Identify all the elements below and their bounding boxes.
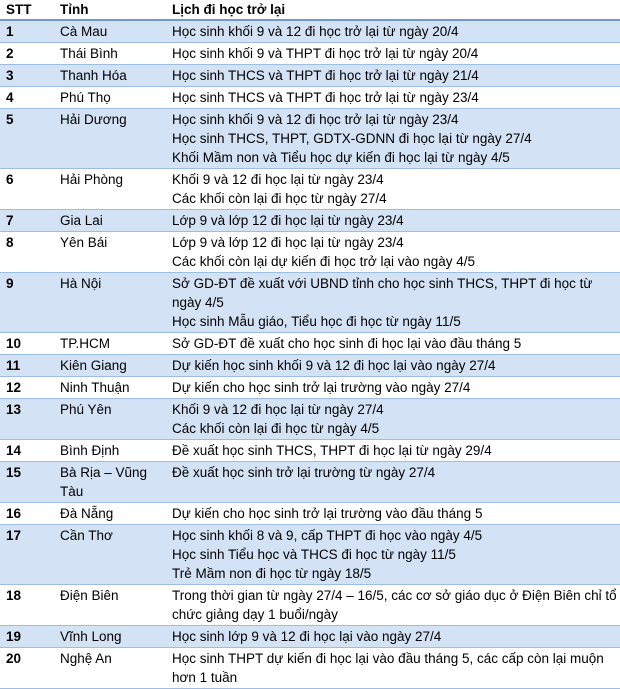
row-schedule xyxy=(166,109,620,169)
row-province: Phú Thọ xyxy=(54,87,166,109)
schedule-line: Học sinh Mẫu giáo, Tiểu học đi học từ ngày 11/5 xyxy=(172,314,461,329)
row-stt: 16 xyxy=(0,503,54,525)
schedule-line: Lớp 9 và lớp 12 đi học lại từ ngày 23/4 xyxy=(172,213,404,228)
row-province: Thanh Hóa xyxy=(54,65,166,87)
table-row xyxy=(0,232,620,273)
row-schedule xyxy=(166,626,620,648)
row-province: Bà Rịa – Vũng Tàu xyxy=(54,462,166,503)
table-row xyxy=(0,648,620,689)
row-stt: 17 xyxy=(0,525,54,585)
schedule-line: Đề xuất học sinh trở lại trường từ ngày 27/4 xyxy=(172,465,436,480)
table-row xyxy=(0,399,620,440)
row-schedule xyxy=(166,232,620,273)
schedule-line: Sở GD-ĐT đề xuất với UBND tỉnh cho học sinh THCS, THPT đi học từ ngày 4/5 xyxy=(172,276,593,310)
schedule-line: Học sinh THCS và THPT đi học trở lại từ ngày 21/4 xyxy=(172,68,479,83)
row-province: Cần Thơ xyxy=(54,525,166,585)
row-schedule xyxy=(166,20,620,43)
row-province: TP.HCM xyxy=(54,333,166,355)
table-row xyxy=(0,169,620,210)
row-stt: 1 xyxy=(0,20,54,43)
table-row xyxy=(0,65,620,87)
schedule-line: Trong thời gian từ ngày 27/4 – 16/5, các cơ sở giáo dục ở Điện Biên chỉ tổ chức giảng dạy 1 buổi/ngày xyxy=(172,588,617,622)
row-province: Hải Dương xyxy=(54,109,166,169)
row-province: Vĩnh Long xyxy=(54,626,166,648)
header-province: Tỉnh xyxy=(54,0,166,20)
row-stt: 14 xyxy=(0,440,54,462)
table-row xyxy=(0,355,620,377)
schedule-line: Các khối còn lại đi học từ ngày 4/5 xyxy=(172,421,380,436)
schedule-line: Học sinh khối 8 và 9, cấp THPT đi học vào ngày 4/5 xyxy=(172,528,483,543)
row-schedule xyxy=(166,210,620,232)
row-schedule xyxy=(166,273,620,333)
header-row xyxy=(0,0,620,20)
schedule-line: Học sinh lớp 9 và 12 đi học lại vào ngày 27/4 xyxy=(172,629,442,644)
schedule-line: Học sinh THCS, THPT, GDTX-GDNN đi học lại từ ngày 27/4 xyxy=(172,131,532,146)
row-province: Gia Lai xyxy=(54,210,166,232)
table-row xyxy=(0,87,620,109)
row-province: Nghệ An xyxy=(54,648,166,689)
table-row xyxy=(0,440,620,462)
row-stt: 9 xyxy=(0,273,54,333)
row-province: Điện Biên xyxy=(54,585,166,626)
table-row xyxy=(0,109,620,169)
row-stt: 6 xyxy=(0,169,54,210)
row-province: Hải Phòng xyxy=(54,169,166,210)
schedule-line: Dự kiến cho học sinh trở lại trường vào đầu tháng 5 xyxy=(172,506,483,521)
row-stt: 3 xyxy=(0,65,54,87)
row-schedule xyxy=(166,525,620,585)
row-schedule xyxy=(166,43,620,65)
row-province: Bình Định xyxy=(54,440,166,462)
row-province: Cà Mau xyxy=(54,20,166,43)
row-province: Yên Bái xyxy=(54,232,166,273)
row-province: Đà Nẵng xyxy=(54,503,166,525)
row-stt: 20 xyxy=(0,648,54,689)
row-stt: 5 xyxy=(0,109,54,169)
row-schedule xyxy=(166,377,620,399)
table-row xyxy=(0,273,620,333)
row-province: Hà Nội xyxy=(54,273,166,333)
row-stt: 19 xyxy=(0,626,54,648)
schedule-line: Dự kiến cho học sinh trở lại trường vào ngày 27/4 xyxy=(172,380,471,395)
table-row xyxy=(0,462,620,503)
schedule-line: Học sinh khối 9 và THPT đi học trở lại từ ngày 20/4 xyxy=(172,46,479,61)
table-row xyxy=(0,20,620,43)
row-stt: 10 xyxy=(0,333,54,355)
row-schedule xyxy=(166,355,620,377)
table-row xyxy=(0,43,620,65)
row-stt: 4 xyxy=(0,87,54,109)
table-row xyxy=(0,333,620,355)
row-schedule xyxy=(166,87,620,109)
row-stt: 2 xyxy=(0,43,54,65)
row-stt: 15 xyxy=(0,462,54,503)
row-province: Ninh Thuận xyxy=(54,377,166,399)
schedule-line: Khối 9 và 12 đi học lại từ ngày 23/4 xyxy=(172,172,384,187)
row-stt: 12 xyxy=(0,377,54,399)
schedule-line: Học sinh THPT dự kiến đi học lại vào đầu tháng 5, các cấp còn lại muộn hơn 1 tuần xyxy=(172,651,604,685)
table-row xyxy=(0,626,620,648)
schedule-line: Dự kiến học sinh khối 9 và 12 đi học lại vào ngày 27/4 xyxy=(172,358,496,373)
row-schedule xyxy=(166,503,620,525)
schedule-line: Trẻ Mầm non đi học từ ngày 18/5 xyxy=(172,566,372,581)
schedule-line: Các khối còn lại đi học từ ngày 27/4 xyxy=(172,191,387,206)
table-body xyxy=(0,20,620,689)
table-row xyxy=(0,377,620,399)
row-stt: 7 xyxy=(0,210,54,232)
row-province: Thái Bình xyxy=(54,43,166,65)
schedule-line: Học sinh Tiểu học và THCS đi học từ ngày 11/5 xyxy=(172,547,456,562)
row-stt: 11 xyxy=(0,355,54,377)
row-schedule xyxy=(166,648,620,689)
table-row xyxy=(0,503,620,525)
schedule-line: Đề xuất học sinh THCS, THPT đi học lại từ ngày 29/4 xyxy=(172,443,492,458)
header-schedule: Lịch đi học trở lại xyxy=(166,0,620,20)
table-row xyxy=(0,525,620,585)
schedule-line: Học sinh khối 9 và 12 đi học trở lại từ ngày 23/4 xyxy=(172,112,459,127)
schedule-line: Học sinh khối 9 và 12 đi học trở lại từ ngày 20/4 xyxy=(172,24,459,39)
row-schedule xyxy=(166,169,620,210)
schedule-line: Học sinh THCS và THPT đi học trở lại từ ngày 23/4 xyxy=(172,90,479,105)
row-schedule xyxy=(166,462,620,503)
row-stt: 18 xyxy=(0,585,54,626)
schedule-line: Khối Mầm non và Tiểu học dự kiến đi học lại từ ngày 4/5 xyxy=(172,150,510,165)
header-stt: STT xyxy=(0,0,54,20)
row-stt: 13 xyxy=(0,399,54,440)
row-stt: 8 xyxy=(0,232,54,273)
schedule-line: Các khối còn lại dự kiến đi học trở lại vào ngày 4/5 xyxy=(172,254,476,269)
schedule-line: Lớp 9 và lớp 12 đi học lại từ ngày 23/4 xyxy=(172,235,404,250)
schedule-line: Sở GD-ĐT đề xuất cho học sinh đi học lại vào đầu tháng 5 xyxy=(172,336,522,351)
row-schedule xyxy=(166,399,620,440)
table-row xyxy=(0,585,620,626)
row-schedule xyxy=(166,440,620,462)
schedule-line: Khối 9 và 12 đi học lại từ ngày 27/4 xyxy=(172,402,384,417)
row-schedule xyxy=(166,585,620,626)
row-schedule xyxy=(166,65,620,87)
row-province: Phú Yên xyxy=(54,399,166,440)
row-schedule xyxy=(166,333,620,355)
table-row xyxy=(0,210,620,232)
row-province: Kiên Giang xyxy=(54,355,166,377)
